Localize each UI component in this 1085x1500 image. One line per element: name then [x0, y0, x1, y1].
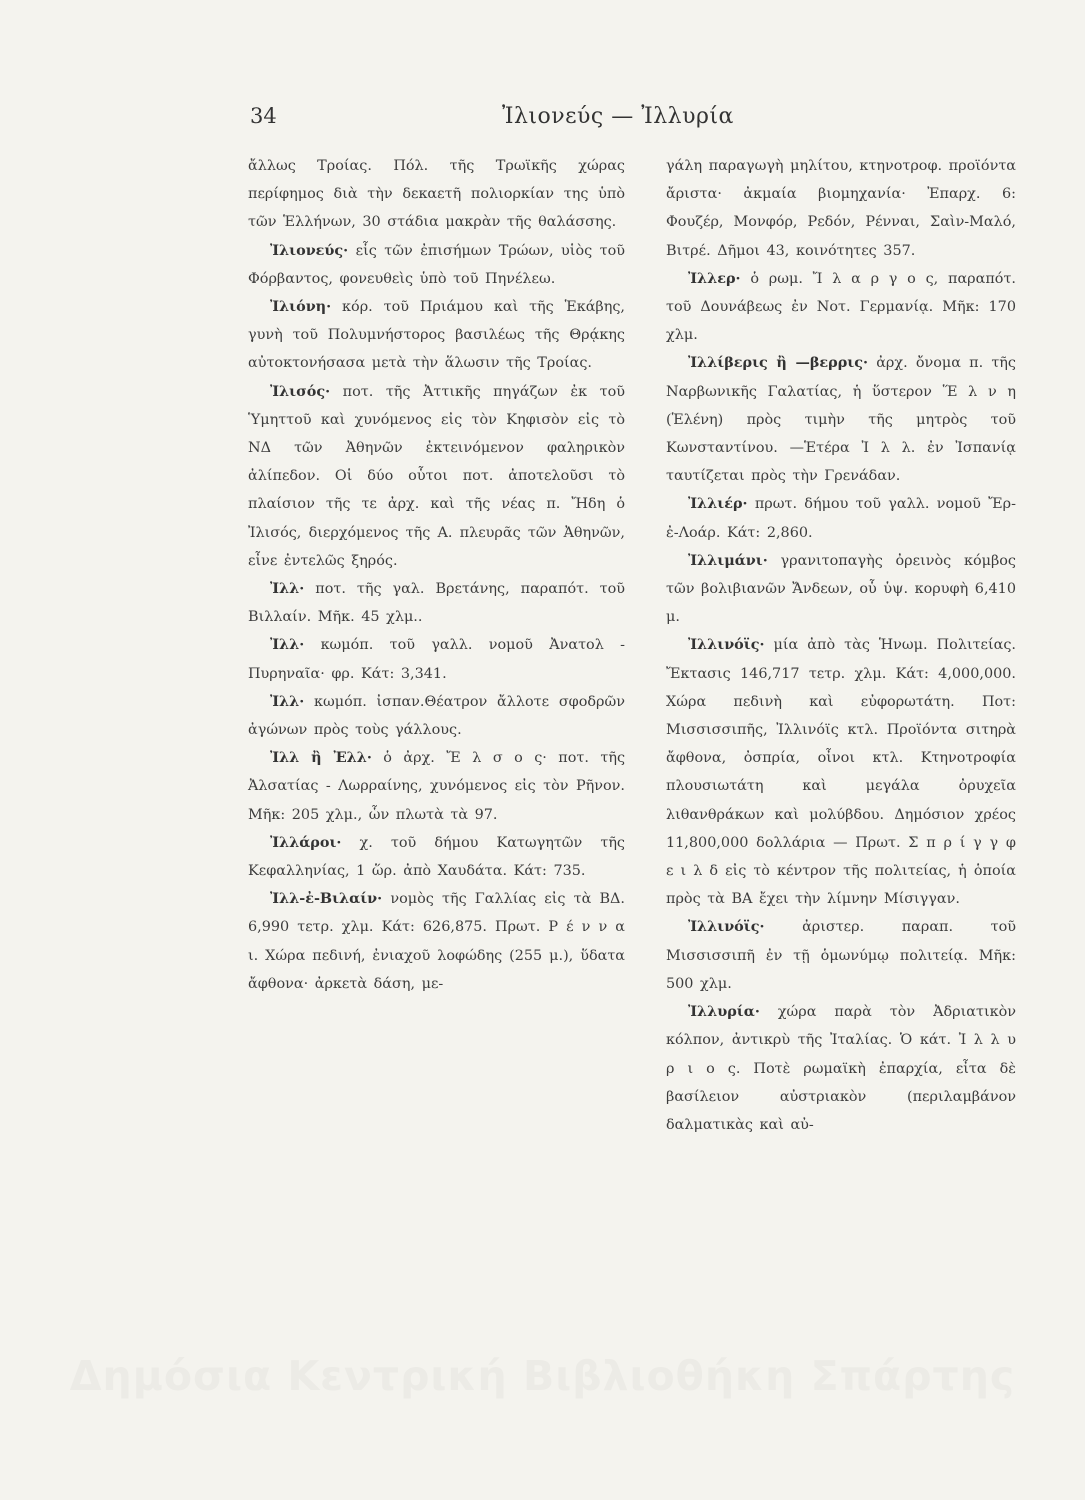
entry-headword: Ἰλλιμάνι· [688, 551, 768, 569]
dictionary-entry [666, 265, 1016, 350]
entry-headword: Ἰλλάροι· [270, 833, 342, 851]
entry-headword: Ἰλλερ· [688, 269, 741, 287]
dictionary-entry [666, 547, 1016, 632]
entry-headword: Ἰλλινόϊς· [688, 636, 765, 654]
dictionary-entry [248, 237, 625, 293]
entry-text: ποτ. τῆς γαλ. Βρετάνης, παραπότ. τοῦ Βιλλαίν. Μῆκ. 45 χλμ.. [248, 581, 625, 626]
entry-text: νομὸς τῆς Γαλλίας εἰς τὰ ΒΔ. 6,990 τετρ. χλμ. Κάτ: 626,875. Πρωτ. Ρ έ ν ν α ι. Χώρα πεδινή, ἐνιαχοῦ λοφώδης (255 μ.), ὕδατα ἄφθονα· ἀρκετὰ δάση, με- [248, 891, 625, 992]
entry-text: γάλη παραγωγὴ μηλίτου, κτηνοτροφ. προϊόντα ἄριστα· ἀκμαία βιομηχανία· Ἐπαρχ. 6: Φουζέρ, Μονφόρ, Ρεδόν, Ρένναι, Σαὶν-Μαλό, Βιτρέ. Δῆμοι 43, κοινότητες 357. [666, 158, 1016, 259]
entry-text: κωμόπ. ἰσπαν.Θέατρον ἄλλοτε σφοδρῶν ἀγώνων πρὸς τοὺς γάλλους. [248, 693, 625, 739]
entry-text: ποτ. τῆς Ἀττικῆς πηγάζων ἐκ τοῦ Ὑμηττοῦ καὶ χυνόμενος εἰς τὸν Κηφισὸν εἰς τὸ ΝΔ τῶν Ἀθηνῶν ἐκτεινόμενον φαληρικὸν ἀλίπεδον. Οἱ δύο οὗτοι ποτ. ἀποτελοῦσι τὸ πλαίσιον τῆς τε ἀρχ. καὶ τῆς νέας π. Ἤδη ὁ Ἰλισός, διερχόμενος τῆς Α. πλευρᾶς τῶν Ἀθηνῶν, εἶνε ἐντελῶς ξηρός. [248, 383, 626, 569]
entry-text: ἄλλως Τροίας. Πόλ. τῆς Τρωϊκῆς χώρας περίφημος διὰ τὴν δεκαετῆ πολιορκίαν της ὑπὸ τῶν Ἑλλήνων, 30 στάδια μακρὰν τῆς θαλάσσης. [248, 158, 625, 231]
dictionary-entry [248, 744, 625, 829]
entry-headword: Ἰλλινόϊς· [688, 918, 765, 936]
dictionary-entry [666, 349, 1016, 490]
dictionary-entry [666, 490, 1016, 546]
entry-text: ἀρχ. ὄνομα π. τῆς Ναρβωνικῆς Γαλατίας, ἡ ὕστερον Ἕ λ ν η (Ἑλένη) πρὸς τιμὴν τῆς μητρὸς τοῦ Κωνσταντίνου. —Ἑτέρα Ἰ λ λ. ἐν Ἰσπανίᾳ ταυτίζεται πρὸς τὴν Γρενάδαν. [666, 355, 1016, 485]
entry-text: κωμόπ. τοῦ γαλλ. νομοῦ Ἀνατολ - Πυρηναῖα· φρ. Κάτ: 3,341. [248, 637, 625, 682]
entry-text: πρωτ. δήμου τοῦ γαλλ. νομοῦ Ἔρ-ἐ-Λοάρ. Κάτ: 2,860. [666, 496, 1016, 541]
left-column [248, 152, 625, 998]
entry-text: ὁ ἀρχ. Ἔ λ σ ο ς· ποτ. τῆς Ἀλσατίας - Λωρραίνης, χυνόμενος εἰς τὸν Ρῆνον. Μῆκ: 205 χλμ., ὧν πλωτὰ τὰ 97. [248, 750, 626, 823]
library-watermark: Δημόσια Κεντρική Βιβλιοθήκη Σπάρτης [69, 1352, 1016, 1400]
running-head: Ἰλιονεύς — Ἰλλυρία [502, 104, 734, 129]
entry-headword: Ἰλλίβερις ἢ —βερρις· [688, 354, 869, 372]
dictionary-entry [666, 152, 1016, 265]
dictionary-entry [248, 885, 625, 998]
entry-headword: Ἰλλ· [270, 636, 305, 654]
entry-text: χώρα παρὰ τὸν Ἀδριατικὸν κόλπον, ἀντικρὺ τῆς Ἰταλίας. Ὁ κάτ. Ἰ λ λ υ ρ ι ο ς. Ποτὲ ρωμαϊκὴ ἐπαρχία, εἶτα δὲ βασίλειον αὐστριακὸν (περιλαμβάνον δαλματικὰς καὶ αὐ- [666, 1004, 1016, 1133]
page-number: 34 [250, 104, 277, 128]
dictionary-entry [248, 575, 625, 631]
entry-text: ὁ ρωμ. Ἴ λ α ρ γ ο ς, παραπότ. τοῦ Δουνάβεως ἐν Νοτ. Γερμανίᾳ. Μῆκ: 170 χλμ. [666, 270, 1017, 344]
entry-text: χ. τοῦ δήμου Κατωγητῶν τῆς Κεφαλληνίας, 1 ὥρ. ἀπὸ Χαυδάτα. Κάτ: 735. [248, 834, 625, 880]
dictionary-entry [248, 631, 625, 687]
dictionary-entry [248, 688, 625, 744]
entry-headword: Ἰλιονεύς· [270, 241, 349, 259]
entry-headword: Ἰλλ· [270, 692, 305, 710]
entry-headword: Ἰλιόνη· [270, 298, 332, 316]
entry-text: γρανιτοπαγὴς ὀρεινὸς κόμβος τῶν βολιβιανῶν Ἄνδεων, οὗ ὑψ. κορυφὴ 6,410 μ. [666, 552, 1016, 626]
dictionary-entry [248, 378, 625, 575]
dictionary-entry [248, 293, 625, 378]
page-header [0, 104, 1085, 144]
entry-text: εἷς τῶν ἐπισήμων Τρώων, υἱὸς τοῦ Φόρβαντος, φονευθεὶς ὑπὸ τοῦ Πηνέλεω. [248, 242, 625, 287]
dictionary-entry [248, 829, 625, 885]
entry-headword: Ἰλλ-ἐ-Βιλαίν· [270, 890, 383, 908]
entry-headword: Ἰλλ· [270, 580, 305, 598]
entry-headword: Ἰλλυρία· [688, 1003, 760, 1021]
dictionary-entry [666, 913, 1016, 998]
entry-text: μία ἀπὸ τὰς Ἡνωμ. Πολιτείας. Ἔκτασις 146,717 τετρ. χλμ. Κάτ: 4,000,000. Χώρα πεδινὴ καὶ εὐφορωτάτη. Ποτ: Μισσισσιπῆς, Ἰλλινόϊς κτλ. Προϊόντα σιτηρὰ ἄφθονα, ὀσπρία, οἶνοι κτλ. Κτηνοτροφία πλουσιωτάτη καὶ μεγάλα ὀρυχεῖα λιθανθράκων καὶ μολύβδου. Δημόσιον χρέος 11,800,000 δολλάρια — Πρωτ. Σ π ρ ί γ γ φ ε ι λ δ εἰς τὸ κέντρον τῆς πολιτείας, ἡ ὁποία πρὸς τὰ ΒΑ ἔχει τὴν λίμνην Μίσιγγαν. [666, 637, 1016, 908]
dictionary-entry [248, 152, 625, 237]
dictionary-entry [666, 631, 1016, 913]
right-column [666, 152, 1016, 1139]
dictionary-entry [666, 998, 1016, 1139]
entry-text: κόρ. τοῦ Πριάμου καὶ τῆς Ἑκάβης, γυνὴ τοῦ Πολυμνήστορος βασιλέως τῆς Θρᾴκης αὐτοκτονήσασα μετὰ τὴν ἅλωσιν τῆς Τροίας. [248, 299, 625, 372]
entry-headword: Ἰλλ ἢ Ἐλλ· [270, 749, 372, 767]
entry-headword: Ἰλισός· [270, 382, 331, 400]
entry-headword: Ἰλλιέρ· [688, 495, 748, 513]
entry-text: ἀριστερ. παραπ. τοῦ Μισσισσιπῆ ἐν τῇ ὁμωνύμῳ πολιτείᾳ. Μῆκ: 500 χλμ. [666, 919, 1016, 992]
